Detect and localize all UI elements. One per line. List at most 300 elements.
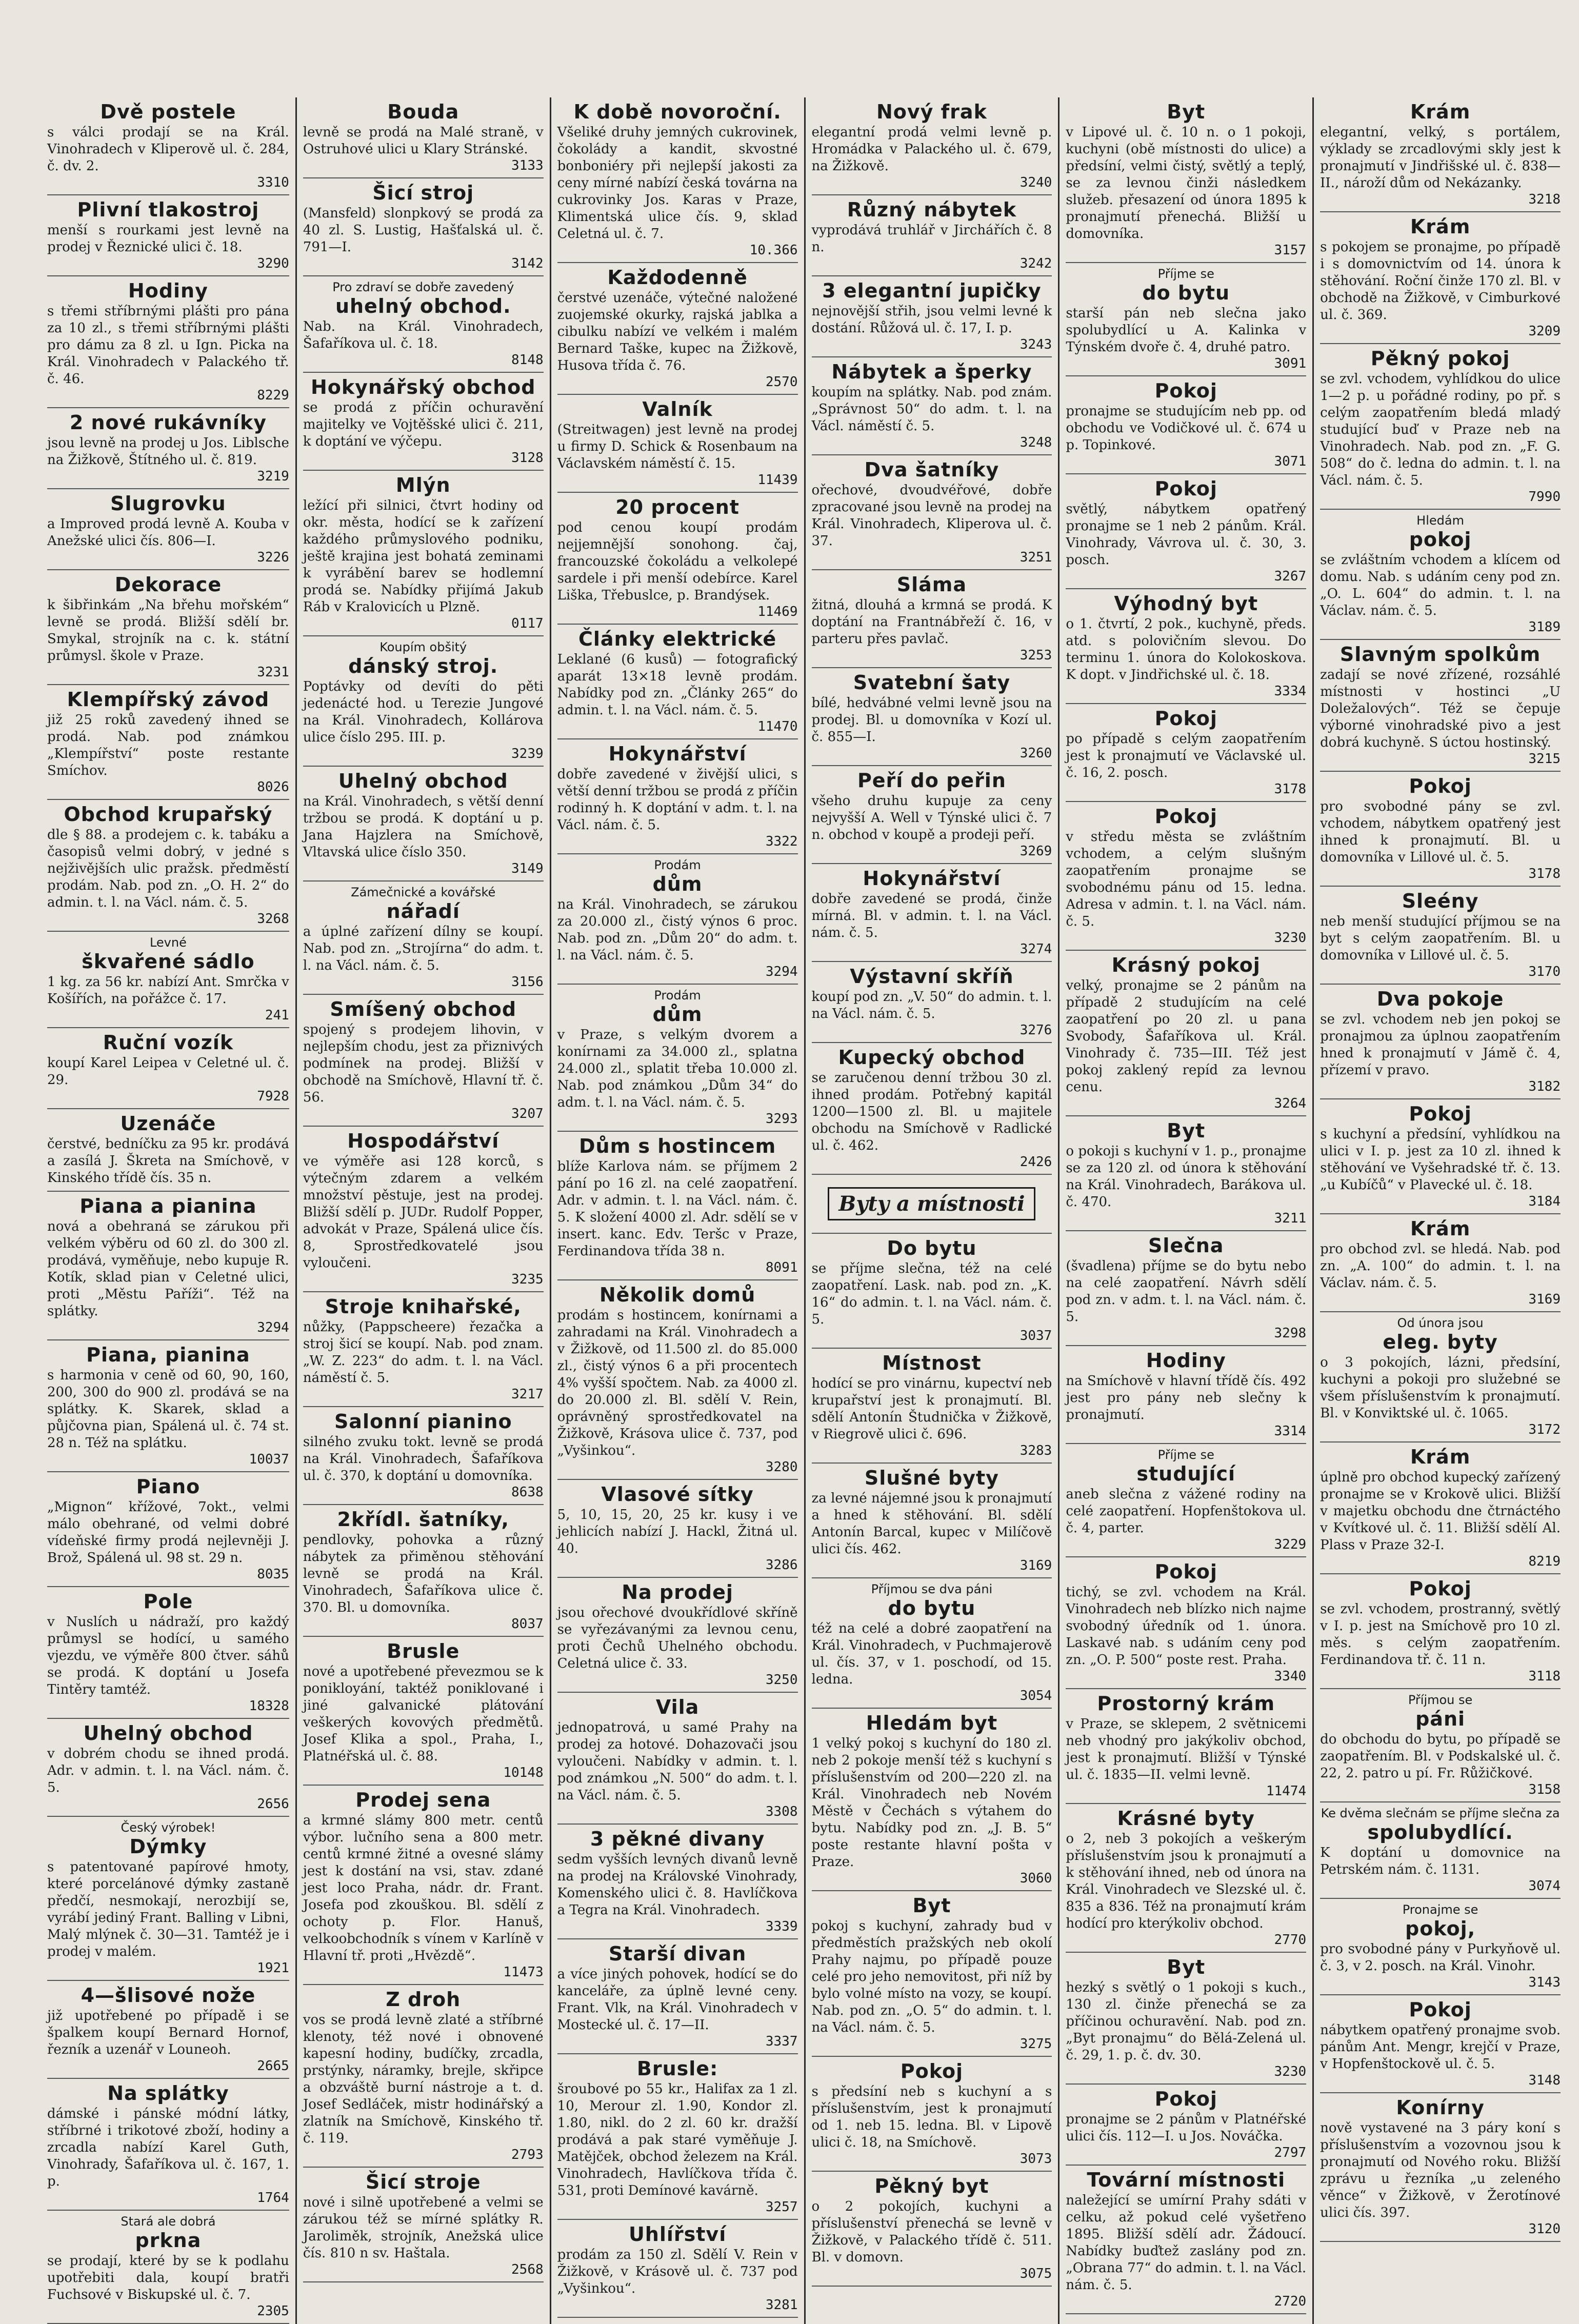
ad-number: 3248 [1020, 435, 1052, 450]
ad-number: 3308 [765, 1804, 798, 1819]
ad-text: spojený s prodejem lihovin, v nejlepším chodu, jest za přiznivých podmínek na prodej. Bližší v obchodě na Smíchově, Hlavní tř. č. 56. [303, 1022, 544, 1105]
ad-text: K doptání u domovnice na Petrském nám. č. 1131. [1320, 1845, 1561, 1877]
ad-number: 3226 [257, 550, 289, 565]
classified-ad [1066, 1444, 1306, 1557]
ad-title: páni [1415, 1708, 1466, 1730]
ad-number: 8229 [257, 388, 289, 403]
ad-number: 3148 [1528, 2073, 1561, 2088]
ad-title: Dvě postele [100, 101, 236, 123]
classified-ad [1066, 802, 1306, 951]
ad-number: 3169 [1528, 1292, 1561, 1307]
ad-text: nůžky, (Pappscheere) řezačka a stroj šicí se koupí. Nab. pod znam. „W. Z. 223“ do adm. t. l. na Václ. náměstí č. 5. [303, 1319, 544, 1386]
ad-title: Salonní pianino [334, 1410, 512, 1433]
classified-ad [47, 408, 289, 489]
ad-text: s předsíní neb s kuchyní a s příslušenstvím, jest k pronajmutí od 1. neb 15. ledna. Bl. v Lipově ulici č. 18, na Smíchově. [811, 2084, 1052, 2150]
ad-title: Slugrovku [110, 492, 226, 515]
ad-title: spolubydlící. [1367, 1821, 1513, 1844]
ad-text: nová a obehraná se zárukou při velkém výběru od 60 zl. do 300 zl. prodává, vyměňuje, nebo kupuje R. Kotík, sklad pian v Celetné ulici, proti „Městu Paříži“. Též na splátky. [47, 1219, 289, 1319]
ad-pretitle: Ke dvěma slečnám se příjme slečna za [1321, 1806, 1560, 1820]
classified-ad [812, 97, 1052, 195]
ad-text: ležící při silnici, čtvrt hodiny od okr. města, hodící se k zařízení každého průmyslového podniku, ještě krajina jest bohatá zeminami k vyrábění barev se hodlemní prodá se. Nabídky přijímá Jakub Ráb v Kralovicích u Plzně. [303, 498, 544, 615]
classified-ad [1320, 344, 1561, 510]
ad-text: se zvl. vchodem neb jen pokoj se pronajmou za úplnou zaopatřením hned k pronajmutí v Jámě č. 4, přízemí v pravo. [1320, 1012, 1561, 1078]
ad-title: Brusle [387, 1640, 460, 1662]
ad-title: Bouda [387, 101, 459, 123]
ad-text: se příjme slečna, též na celé zaopatření. Lask. nab. pod zn. „K. 16“ do admin. t. l. na Václ. nám. č. 5. [811, 1261, 1052, 1327]
ad-number: 3184 [1528, 1194, 1561, 1209]
classified-ad [1320, 1689, 1561, 1802]
ad-number: 3251 [1020, 550, 1052, 565]
ad-text: o 2 pokojích, kuchyni a příslušenství přenechá se levně v Žižkově, v Palackého třídě č. 511. Bl. v domovn. [811, 2199, 1052, 2265]
ad-number: 3054 [1020, 1688, 1052, 1704]
ad-number: 3156 [511, 974, 544, 990]
ad-title: Pokoj [1154, 2088, 1217, 2110]
ad-title: Pokoj [1154, 805, 1217, 828]
ad-number: 10037 [249, 1452, 289, 1467]
classified-ad [557, 854, 798, 985]
ad-title: 3 elegantní jupičky [822, 279, 1042, 302]
ad-text: pokoj s kuchyní, zahrady bud v předměstích pražských neb okolí Prahy najmu, po případě pouze celé pro jeho nemovitost, při níž by bylo volné místo na vozy, se koupí. Nab. pod zn. „O. 5“ do admin. t. l. na Václ. nám. č. 5. [811, 1918, 1052, 2035]
ad-text: jsou ořechové dvoukřídlové skříně se vyřezávanými za levnou cenu, proti Čechů Uhelného obchodu. Celetná ulice č. 33. [557, 1605, 798, 1671]
ad-title: Hledám byt [866, 1712, 998, 1734]
ad-number: 10148 [503, 1765, 544, 1780]
ad-text: Všeliké druhy jemných cukrovinek, čokolády a kandit, skvostné bonboniéry při nejlepší jakosti za ceny mírné nabízí česká továrna na cukrovinky Jos. Karas v Praze, Klimentská ulice čís. 9, sklad Celetná ul. č. 7. [557, 125, 798, 242]
classified-ad [303, 1505, 544, 1637]
ad-text: 1 kg. za 56 kr. nabízí Ant. Smrčka v Košířích, na pořážce č. 17. [47, 974, 289, 1007]
classified-ad [47, 276, 289, 408]
classified-ad [47, 1719, 289, 1817]
ad-title: Šicí stroj [372, 182, 474, 204]
ad-title: studující [1136, 1462, 1236, 1485]
ad-title: Dekorace [114, 573, 222, 596]
ad-text: se zvl. vchodem, prostranný, světlý v I. p. jest na Smíchově pro 10 zl. měs. s celým zaopatřením. Ferdinandova tř. č. 11 n. [1320, 1601, 1561, 1668]
ad-title: Šicí stroje [365, 2171, 481, 2193]
ad-number: 8219 [1528, 1554, 1561, 1569]
ad-number: 3169 [1020, 1558, 1052, 1573]
ad-text: jsou levně na prodej u Jos. Liblsche na Žižkově, Štítného ul. č. 819. [47, 435, 289, 468]
ad-number: 2793 [511, 2147, 544, 2162]
ad-pretitle: Prodám [654, 858, 701, 872]
classified-ad [1320, 1099, 1561, 1214]
ad-number: 2426 [1020, 1154, 1052, 1170]
classified-ad [1066, 1231, 1306, 1346]
ad-title: Byt [912, 1894, 951, 1917]
ad-text: bílé, hedvábné velmi levně jsou na prodej. Bl. u domovníka v Kozí ul. č. 855—I. [811, 695, 1052, 745]
ad-title: Sleény [1402, 890, 1479, 912]
ad-pretitle: Příjme se [1157, 267, 1214, 281]
ad-number: 2305 [257, 2303, 289, 2319]
ad-text: zadají se nové zřízené, rozsáhlé místnosti v hostinci „U Doležalových“. Též se čepuje výborné vinohradské pivo a jest dobrá kuchyně. S úctou hostinský. [1320, 667, 1561, 750]
ad-number: 241 [265, 1008, 289, 1023]
ad-number: 10.366 [749, 243, 798, 258]
ad-title: Hospodářství [347, 1130, 499, 1152]
ad-number: 7928 [257, 1089, 289, 1104]
ad-text: s válci prodají se na Král. Vinohradech v Kliperově ul. č. 284, č. dv. 2. [47, 125, 289, 174]
ad-text: jednopatrová, u samé Prahy na prodej za hotové. Dohazovači jsou vyloučeni. Nabídky v admin. t. l. pod známkou „N. 500“ do adm. t. l. na Václ. nám. č. 5. [557, 1720, 798, 1803]
ad-text: po případě s celým zaopatřením jest k pronajmutí ve Václavské ul. č. 16, 2. posch. [1066, 731, 1307, 780]
ad-text: úplně pro obchod kupecký zařízený pronajme se v Krokově ulici. Bližší v majetku obchodu dne čtrnáctého v Kvítkové ul. č. 11. Bližší sdělí Al. Plass v Praze 32-I. [1320, 1470, 1561, 1553]
classified-ad [812, 1349, 1052, 1464]
ad-number: 3143 [1528, 1975, 1561, 1990]
ad-number: 3322 [765, 834, 798, 849]
ad-number: 3269 [1020, 844, 1052, 859]
ad-number: 2568 [511, 2262, 544, 2277]
ad-text: ořechové, dvoudvéřové, dobře zpracované jsou levně na prodej na Král. Vinohradech, Kliperova ul. č. 37. [811, 483, 1052, 549]
classified-ad [303, 1127, 544, 1292]
section-header-title: Byty a místnosti [828, 1187, 1035, 1220]
ad-text: v dobrém chodu se ihned prodá. Adr. v admin. t. l. na Václ. nám. č. 5. [47, 1746, 289, 1795]
ad-text: v Lipové ul. č. 10 n. o 1 pokoji, kuchyni (obě místnosti do ulice) a předsíní, velmi čistý, světlý a teplý, se za levnou činži následkem služeb. přesazení od února 1895 k pronajmutí přenechá. Bližší u domovníka. [1066, 125, 1307, 242]
ad-text: se zaručenou denní tržbou 30 zl. ihned prodám. Potřebný kapitál 1200—1500 zl. Bl. u majitele obchodu na Smíchově v Radlické ul. č. 462. [811, 1070, 1052, 1153]
classified-ad [812, 1709, 1052, 1891]
ad-text: pro svobodné pány v Purkyňově ul. č. 3, v 2. posch. na Král. Vinohr. [1320, 1941, 1561, 1974]
ad-text: aneb slečna z vážené rodiny na celé zaopatření. Hopfenštokova ul. č. 4, parter. [1066, 1487, 1307, 1536]
ad-title: Pěkný pokoj [1370, 347, 1510, 370]
ad-column-1 [41, 97, 295, 2324]
classified-ad [1320, 985, 1561, 1099]
ad-title: K době novoroční. [573, 101, 782, 123]
ad-title: Krám [1410, 1217, 1471, 1240]
ad-number: 11469 [757, 604, 798, 619]
ad-number: 2770 [1274, 1932, 1307, 1948]
ad-text: dle § 88. a prodejem c. k. tabáku a časopisů velmi dobrý, v jedné s nejživějších ulic pražsk. předměstí prodám. Nab. pod zn. „O. H. 2“ do admin. t. l. na Václ. nám. č. 5. [47, 827, 289, 910]
ad-number: 3209 [1528, 324, 1561, 339]
ad-text: koupí Karel Leipea v Celetné ul. č. 29. [47, 1055, 289, 1088]
ad-number: 3149 [511, 861, 544, 876]
classified-ad [1320, 772, 1561, 887]
ad-number: 11470 [757, 719, 798, 734]
ad-number: 8148 [511, 352, 544, 368]
ad-number: 3337 [765, 2034, 798, 2049]
ad-text: tichý, se zvl. vchodem na Král. Vinohradech neb blízko nich najme svobodný úředník od 1. února. Laskavé nab. s udáním ceny pod zn. „O. P. 500“ poste rest. Praha. [1066, 1585, 1307, 1668]
ad-title: Hokynářství [863, 867, 1001, 890]
classified-ad [557, 97, 798, 263]
ad-number: 1764 [257, 2190, 289, 2206]
ad-title: do bytu [1142, 282, 1230, 304]
ad-text: prodám s hostincem, konírnami a zahradami na Král. Vinohradech a v Žižkově, od 11.500 zl. do 85.000 zl., čistý výnos 6 a při procentech 4% vyšší spočtem. Nab. za 4000 zl. do 20.000 zl. Bl. sdělí V. Rein, oprávněný sprostředkovatel na Žižkově, Krásova ulice č. 737, pod „Vyšinkou“. [557, 1308, 798, 1458]
ad-number: 3120 [1528, 2221, 1561, 2237]
ad-text: 5, 10, 15, 20, 25 kr. kusy i ve jehlicích nabízí J. Hackl, Žitná ul. 40. [557, 1507, 798, 1556]
classified-ad [812, 2057, 1052, 2172]
ad-number: 3286 [765, 1557, 798, 1573]
ad-number: 3170 [1528, 964, 1561, 979]
classified-ad [1066, 263, 1306, 376]
ad-text: koupí pod zn. „V. 50“ do admin. t. l. na Václ. nám. č. 5. [811, 989, 1052, 1021]
classified-ad [1066, 951, 1306, 1116]
ad-text: (Streitwagen) jest levně na prodej u firmy D. Schick & Rosenbaum na Václavském náměstí č. 15. [557, 422, 798, 471]
ad-title: Na prodej [622, 1581, 733, 1604]
classified-ad [303, 636, 544, 767]
ad-number: 8026 [257, 779, 289, 795]
classified-ad [1066, 2085, 1306, 2166]
ad-number: 3290 [257, 256, 289, 271]
ad-title: Krám [1410, 215, 1471, 238]
ad-number: 3294 [765, 964, 798, 979]
ad-text: s kuchyní a předsíní, vyhlídkou na ulici v I. p. jest za 10 zl. ihned k stěhování ve Vyšehradské tř. č. 13. „u Kubíčů“ v Plavecké ul. č. 18. [1320, 1127, 1561, 1193]
ad-number: 3250 [765, 1672, 798, 1688]
ad-number: 3215 [1528, 751, 1561, 767]
classified-ad [47, 685, 289, 800]
ad-number: 3243 [1020, 337, 1052, 352]
ad-title: 20 procent [615, 496, 739, 518]
ad-text: dobře zavedené se prodá, činže mírná. Bl. v admin. t. l. na Václ. nám. č. 5. [811, 891, 1052, 940]
ad-column-4 [804, 97, 1058, 2324]
ad-text: starší pán neb slečna jako spolubydlící u A. Kalinka v Týnském dvoře č. 4, druhé patro. [1066, 306, 1307, 355]
ad-number: 3268 [257, 911, 289, 927]
ad-number: 2720 [1274, 2294, 1307, 2309]
classified-ad [812, 864, 1052, 962]
classified-ad [303, 1985, 544, 2168]
classified-ad [47, 1192, 289, 1340]
ad-title: Krám [1410, 101, 1471, 123]
ad-text: ve výměře asi 128 korců, s výtečným zdarem a velkém množství pěstuje, jest na prodej. Bližší sdělí p. JUDr. Rudolf Popper, advokát v Praze, Spálená ulice čís. 8, Sprostředkovatelé jsou vyloučeni. [303, 1154, 544, 1271]
ad-number: 7990 [1528, 489, 1561, 505]
ad-title: Piana a pianina [79, 1195, 257, 1217]
ad-text: a Improved prodá levně A. Kouba v Anežské ulici čís. 806—I. [47, 516, 289, 549]
classified-ad [812, 1464, 1052, 1578]
classified-ad [812, 1234, 1052, 1349]
ad-column-6 [1312, 97, 1567, 2324]
classified-ad [557, 2054, 798, 2220]
ad-title: Pěkný byt [874, 2175, 989, 2197]
ad-title: Tovární místnosti [1087, 2169, 1286, 2191]
ad-text: vyprodává truhlář v Jirchářích č. 8 n. [811, 223, 1052, 255]
ad-number: 3091 [1274, 356, 1307, 371]
classified-ad [1320, 1995, 1561, 2093]
classified-ad [557, 1825, 798, 1939]
ad-title: prkna [135, 2229, 202, 2252]
ad-text: dobře zavedené v živější ulici, s větší denní tržbou se prodá z příčin rodinný h. K doptání v adm. t. l. na Václ. nám. č. 5. [557, 767, 798, 833]
classified-ad [1320, 1899, 1561, 1995]
ad-title: Slušné byty [864, 1467, 999, 1489]
classified-ad [812, 766, 1052, 864]
ad-text: silného zvuku tokt. levně se prodá na Král. Vinohradech, Šafaříkova ul. č. 370, k doptání u domovníka. [303, 1434, 544, 1484]
ad-text: a více jiných pohovek, hodící se do kanceláře, za úplně levné ceny. Frant. Vlk, na Král. Vinohradech v Mostecké ul. č. 17—II. [557, 1967, 798, 2033]
ad-title: Uhlířství [628, 2223, 727, 2246]
ad-title: Nábytek a šperky [831, 360, 1032, 383]
classified-ad [303, 97, 544, 178]
classified-ad [557, 1132, 798, 1280]
ad-title: Byt [1167, 101, 1206, 123]
ad-number: 3178 [1528, 866, 1561, 881]
ad-number: 8091 [765, 1260, 798, 1275]
ad-title: Pokoj [1409, 775, 1472, 797]
ad-pretitle: Zámečnické a kovářské [351, 885, 496, 899]
classified-ad [47, 1472, 289, 1587]
ad-number: 3217 [511, 1387, 544, 1402]
ad-title: Piana, pianina [86, 1344, 250, 1366]
classified-ad [1320, 510, 1561, 640]
ad-title: Obchod krupařský [64, 803, 273, 826]
ad-title: Pokoj [1409, 1103, 1472, 1125]
ad-number: 3293 [765, 1111, 798, 1127]
classified-ad [557, 2220, 798, 2318]
classified-ad [303, 1637, 544, 1786]
ad-title: Byt [1167, 1119, 1206, 1142]
classified-ad [812, 1043, 1052, 1175]
ad-title: Smíšený obchod [330, 998, 517, 1020]
ad-title: Uhelný obchod [83, 1722, 253, 1745]
ad-text: menší s rourkami jest levně na prodej v Řeznické ulici č. 18. [47, 223, 289, 255]
ad-title: Různý nábytek [847, 198, 1017, 221]
classified-ad [1066, 1689, 1306, 1804]
ad-title: Hodiny [1146, 1349, 1226, 1372]
ad-number: 3283 [1020, 1443, 1052, 1458]
ad-text: žitná, dlouhá a krmná se prodá. K doptání na Frantnábřeží č. 16, v parteru přes pavlač. [811, 597, 1052, 647]
ad-number: 3158 [1528, 1782, 1561, 1797]
ad-text: na Král. Vinohradech, s větší denní tržbou se prodá. K doptání u p. Jana Hajzlera na Smíchově, Vltavská ulice číslo 350. [303, 794, 544, 860]
classified-ad [47, 1817, 289, 1981]
ad-number: 3229 [1274, 1537, 1307, 1552]
classified-ad [47, 1587, 289, 1719]
classified-ad [812, 455, 1052, 570]
ad-pretitle: Koupím obšitý [379, 640, 467, 654]
classified-ad [557, 1280, 798, 1480]
classified-ad [812, 357, 1052, 455]
ad-title: Pokoj [1154, 477, 1217, 500]
ad-title: Peří do peřin [857, 769, 1006, 792]
ad-title: Pokoj [1409, 1998, 1472, 2021]
ad-text: v Praze, se sklepem, 2 světnicemi neb vhodný pro jakýkoliv obchod, jest k pronajmutí. Bližší v Týnské ul. č. 1835—II. velmi levně. [1066, 1716, 1307, 1782]
newspaper-classifieds-page [41, 97, 1567, 2319]
ad-number: 3071 [1274, 454, 1307, 469]
ad-text: hodící se pro vinárnu, kupectví neb krupařství jest k pronajmutí. Bl. sdělí Antonín Študnička v Žižkově, v Riegrově ulici č. 696. [811, 1376, 1052, 1442]
ad-number: 0117 [511, 616, 544, 631]
classified-ad [1066, 97, 1306, 263]
ad-number: 3240 [1020, 175, 1052, 190]
ad-title: dům [652, 1003, 703, 1026]
classified-ad [557, 739, 798, 854]
ad-number: 2797 [1274, 2145, 1307, 2160]
ad-text: sedm vyšších levných divanů levně na prodej na Královské Vinohrady, Komenského ulici č. 8. Havlíčkova a Tegra na Král. Vinohradech. [557, 1852, 798, 1918]
section-header-box [812, 1175, 1052, 1234]
ad-text: k šibřinkám „Na břehu mořském“ levně se prodá. Bližší sdělí br. Smykal, strojník na c. k. státní průmysl. škole v Praze. [47, 597, 289, 664]
ad-text: s harmonia v ceně od 60, 90, 160, 200, 300 do 900 zl. prodává se na splátky. K. Skarek, sklad a půjčovna pian, Spálená ul. č. 74 st. 28 n. Též na splátku. [47, 1368, 289, 1451]
ad-title: Prostorný krám [1097, 1692, 1275, 1715]
ad-title: Dům s hostincem [578, 1135, 776, 1157]
classified-ad [303, 995, 544, 1127]
classified-ad [1320, 640, 1561, 772]
classified-ad [812, 2172, 1052, 2287]
ad-text: nejnovější střih, jsou velmi levné k dostání. Růžová ul. č. 17, I. p. [811, 304, 1052, 336]
ad-text: pod cenou koupí prodám nejjemnější sonohong. čaj, francouzské čokoládu a velkolepé sardele i při menší odebírce. Karel Liška, Třebuslce, p. Brandýsek. [557, 520, 798, 603]
classified-ad [1320, 1312, 1561, 1443]
ad-pretitle: Prodám [654, 988, 701, 1003]
ad-text: levně se prodá na Malé straně, v Ostruhové ulici u Klary Stránské. [303, 125, 544, 157]
ad-text: nové a upotřebené převezmou se k ponikloyání, taktéž poniklované i jiné galvanické plátování veškerých kovových předmětů. Josef Klika a spol., Praha, I., Platnéřská ul. č. 88. [303, 1664, 544, 1764]
classified-ad [303, 1407, 544, 1505]
classified-ad [303, 2168, 544, 2282]
ad-title: Ruční vozík [103, 1031, 234, 1054]
ad-pretitle: Stará ale dobrá [121, 2214, 216, 2229]
classified-ad [47, 2211, 289, 2324]
ad-text: se zvláštním vchodem a klícem od domu. Nab. s udáním ceny pod zn. „O. L. 604“ do admin. t. l. na Václav. nám. č. 5. [1320, 552, 1561, 618]
classified-ad [1320, 1443, 1561, 1574]
ad-number: 3235 [511, 1272, 544, 1287]
ad-column-5 [1058, 97, 1312, 2324]
classified-ad [812, 195, 1052, 276]
classified-ad [47, 800, 289, 932]
ad-pretitle: Pronajme se [1402, 1902, 1478, 1917]
classified-ad [47, 1109, 289, 1192]
ad-text: s třemi stříbrnými plášti pro pána za 10 zl., s třemi stříbrnými plášti pro dámu za 8 zl. u Ign. Picka na Král. Vinohradech v Palackého tř. č. 46. [47, 304, 289, 387]
ad-number: 3298 [1274, 1326, 1307, 1341]
classified-ad [1320, 1214, 1561, 1312]
ad-title: Do bytu [887, 1237, 977, 1259]
classified-ad [812, 1891, 1052, 2057]
ad-text: čerstvé uzenáče, výtečné naložené zuojemské okurky, rajská jablka a cibulku nabízí ve velkém i malém Bernard Taške, kupec na Žižkově, Husova třída č. 76. [557, 290, 798, 373]
ad-text: (Mansfeld) slonpkový se prodá za 40 zl. S. Lustig, Hašťalská ul. č. 791—I. [303, 206, 544, 255]
classified-ad [557, 1480, 798, 1578]
classified-ad [303, 178, 544, 276]
ad-text: již 25 roků zavedený ihned se prodá. Nab. pod známkou „Klempířství“ poste restante Smíchov. [47, 712, 289, 778]
ad-text: o pokoji s kuchyní v 1. p., pronajme se za 120 zl. od února k stěhování na Král. Vinohradech, Barákova ul. č. 470. [1066, 1144, 1307, 1210]
ad-text: velký, pronajme se 2 pánům na případě 2 studujícím na celé zaopatření po 20 zl. u pana Svobody, Šafaříkova ul. Král. Vinohrady č. 735—III. Též jest pokoj zaklený repíd za levnou cenu. [1066, 978, 1307, 1095]
ad-number: 3230 [1274, 930, 1307, 946]
classified-ad [557, 1693, 798, 1825]
ad-title: pokoj, [1405, 1917, 1476, 1940]
ad-number: 2656 [257, 1796, 289, 1812]
ad-number: 3207 [511, 1106, 544, 1121]
ad-title: Prodej sena [355, 1789, 491, 1811]
ad-number: 3242 [1020, 256, 1052, 271]
ad-title: nářadí [386, 900, 460, 923]
ad-title: Stroje knihařské, [325, 1295, 522, 1318]
ad-text: Leklané (6 kusů) — fotografický aparát 13×18 levně prodám. Nabídky pod zn. „Články 265“ do admin. t. l. na Václ. nám. č. 5. [557, 652, 798, 718]
ad-number: 3280 [765, 1459, 798, 1475]
ad-number: 1921 [257, 1960, 289, 1976]
ad-text: se prodají, které by se k podlahu upotřebiti dala, koupí bratři Fuchsové v Biskupské ul. č. 7. [47, 2253, 289, 2302]
classified-ad [303, 276, 544, 373]
ad-title: Několik domů [599, 1284, 756, 1306]
classified-ad [1320, 97, 1561, 212]
classified-ad [303, 1292, 544, 1407]
ad-title: Sláma [896, 573, 967, 596]
ad-title: Dva pokoje [1376, 988, 1504, 1010]
ad-number: 3178 [1274, 782, 1307, 797]
ad-title: dánský stroj. [348, 655, 498, 677]
ad-number: 3276 [1020, 1023, 1052, 1038]
ad-text: pronajme se 2 pánům v Platnéřské ulici čís. 112—I. u Jos. Nováčka. [1066, 2112, 1307, 2144]
ad-text: Poptávky od devíti do pěti jedenácté hod. u Terezie Jungové na Král. Vinohradech, Kollárova ulice číslo 295. III. p. [303, 679, 544, 745]
classified-ad [812, 276, 1052, 357]
ad-number: 3314 [1274, 1424, 1307, 1439]
classified-ad [1320, 212, 1561, 344]
classified-ad [557, 493, 798, 625]
ad-title: Pokoj [1154, 707, 1217, 730]
ad-title: Články elektrické [578, 628, 777, 650]
classified-ad [303, 1786, 544, 1985]
classified-ad [303, 881, 544, 995]
ad-number: 8035 [257, 1567, 289, 1582]
ad-number: 8638 [511, 1485, 544, 1500]
ad-number: 3294 [257, 1320, 289, 1335]
classified-ad [1066, 376, 1306, 474]
classified-ad [47, 1028, 289, 1109]
ad-number: 3334 [1274, 684, 1307, 699]
ad-title: 4—šlisové nože [81, 1984, 256, 2007]
ad-title: Uzenáče [120, 1112, 216, 1135]
classified-ad [303, 767, 544, 881]
classified-ad [303, 471, 544, 636]
ad-title: eleg. byty [1383, 1331, 1498, 1353]
ad-title: pokoj [1409, 528, 1472, 551]
ad-title: Krásné byty [1117, 1807, 1255, 1830]
ad-number: 3340 [1274, 1669, 1307, 1684]
ad-pretitle: Příjmou se dva páni [871, 1582, 993, 1596]
ad-title: Z droh [386, 1988, 461, 2011]
ad-text: pro svobodné pány se zvl. vchodem, nábytkem opatřený jest ihned k pronajmutí. Bl. u domovníka v Lillové ul. č. 5. [1320, 799, 1561, 865]
